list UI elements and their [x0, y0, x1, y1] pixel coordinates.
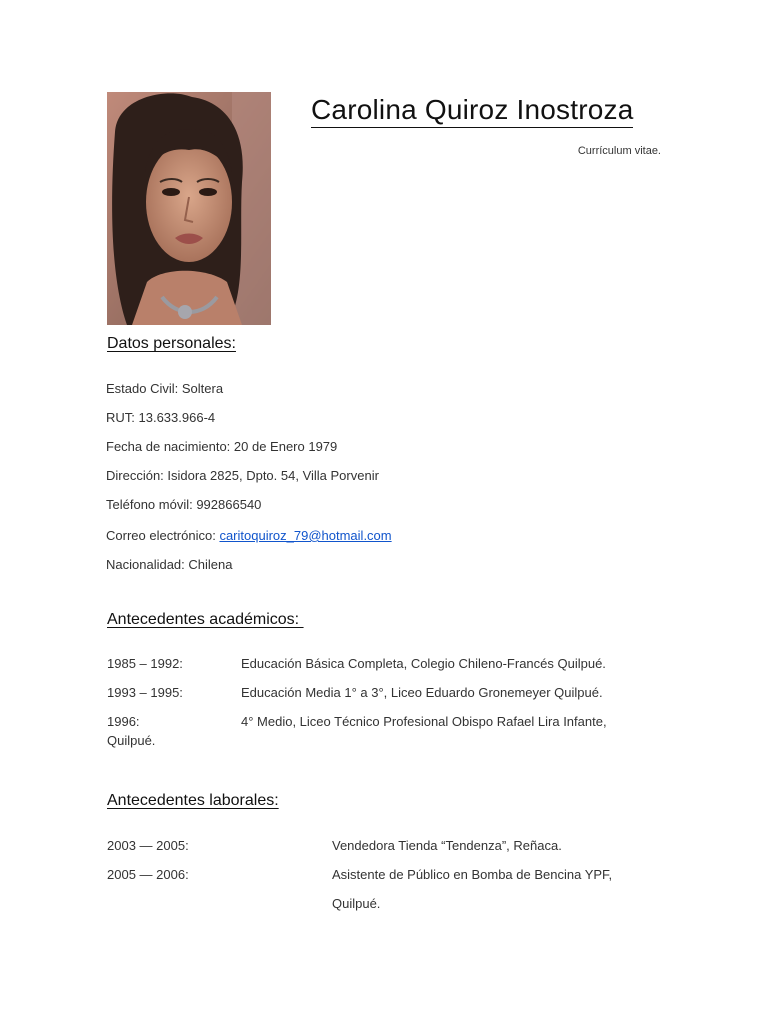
- work-period: 2005 — 2006:: [107, 867, 189, 882]
- row-label: Fecha de nacimiento:: [106, 439, 234, 454]
- academic-period: 1985 – 1992:: [107, 656, 183, 671]
- work-period: 2003 — 2005:: [107, 838, 189, 853]
- page-title: Carolina Quiroz Inostroza: [311, 93, 633, 128]
- personal-row-nationality: [106, 557, 232, 572]
- section-title-personal: Datos personales:: [107, 335, 236, 352]
- row-value: Soltera: [181, 381, 224, 396]
- row-value: Isidora 2825, Dpto. 54, Villa Porvenir: [167, 468, 379, 483]
- academic-desc-continued: Quilpué.: [107, 733, 156, 748]
- email-link[interactable]: caritoquiroz_79@hotmail.com: [219, 528, 392, 543]
- section-title-work: Antecedentes laborales:: [107, 792, 279, 809]
- academic-desc: Educación Básica Completa, Colegio Chileno-Francés Quilpué.: [241, 656, 606, 671]
- personal-row-email: [106, 528, 392, 543]
- row-value: Chilena: [188, 557, 233, 572]
- row-label: Nacionalidad:: [106, 557, 189, 572]
- section-title-academic: Antecedentes académicos:: [107, 611, 304, 628]
- academic-period: 1996:: [107, 714, 140, 729]
- work-desc: Vendedora Tienda “Tendenza”, Reñaca.: [332, 838, 562, 853]
- academic-period: 1993 – 1995:: [107, 685, 183, 700]
- profile-photo: [107, 92, 271, 325]
- work-desc-continued: Quilpué.: [332, 896, 381, 911]
- row-value: 20 de Enero 1979: [233, 439, 338, 454]
- document-subtitle: Currículum vitae.: [577, 145, 661, 157]
- row-label: RUT:: [106, 410, 139, 425]
- work-desc: Asistente de Público en Bomba de Bencina YPF,: [332, 867, 613, 882]
- personal-row-address: [106, 468, 379, 483]
- row-label: Estado Civil:: [106, 381, 182, 396]
- row-label: Teléfono móvil:: [106, 497, 197, 512]
- row-value: 13.633.966-4: [138, 410, 216, 425]
- row-label: Dirección:: [106, 468, 168, 483]
- personal-row-phone: [106, 497, 261, 512]
- academic-desc: Educación Media 1° a 3°, Liceo Eduardo Gronemeyer Quilpué.: [241, 685, 603, 700]
- row-label: Correo electrónico:: [106, 528, 220, 543]
- personal-row-birthdate: [106, 439, 337, 454]
- row-value: 992866540: [196, 497, 262, 512]
- personal-row-rut: [106, 410, 215, 425]
- academic-desc: 4° Medio, Liceo Técnico Profesional Obispo Rafael Lira Infante,: [241, 714, 607, 729]
- personal-row-civil-status: [106, 381, 223, 396]
